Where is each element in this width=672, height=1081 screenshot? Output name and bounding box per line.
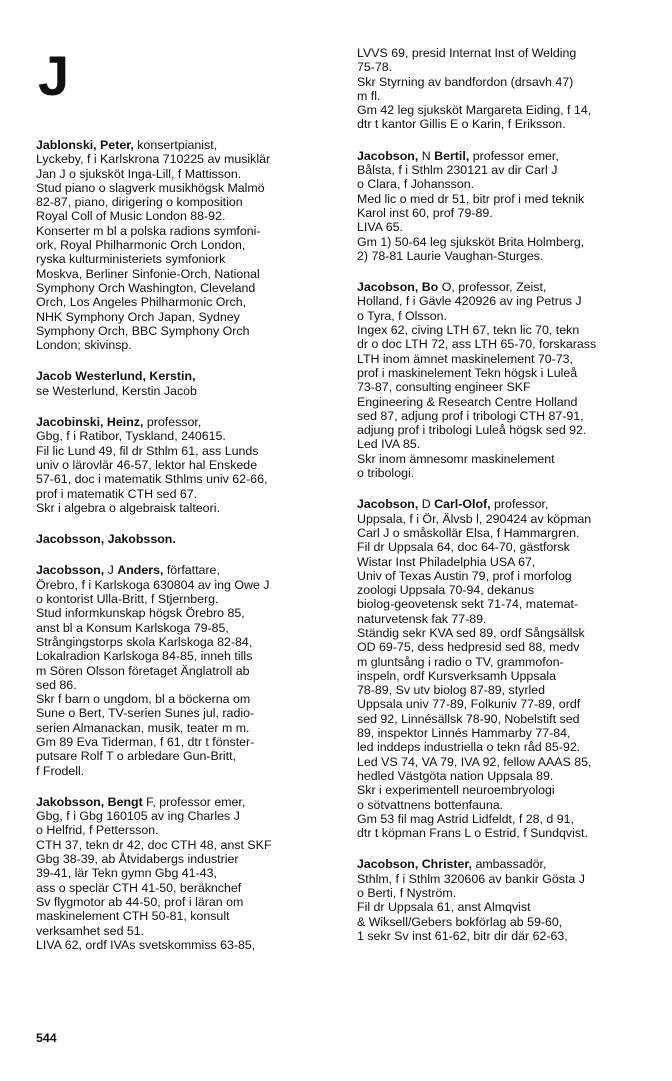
entry-text-line: adjung prof i tribologi Luleå högsk sed 92. (357, 423, 587, 438)
entry-text-line: Stud informkunskap högsk Örebro 85, (36, 606, 245, 621)
entry-text-line: Uppsala, f i Ör, Älvsb l, 290424 av köpman (357, 511, 592, 526)
entry-text-line: o tribologi. (357, 466, 415, 481)
entry-text-line: 2) 78-81 Laurie Vaughan-Sturges. (357, 248, 544, 263)
right-column (357, 0, 653, 960)
entry-text-line: dtr t köpman Frans L o Estrid, f Sundqvist. (357, 826, 588, 841)
entry-text-line: univ o lärovlär 46-57, lektor hal Enskede (36, 457, 258, 472)
entry-text-line: naturvetensk fak 77-89. (357, 611, 487, 626)
entry-text-line: Skr f barn o ungdom, bl a böckerna om (36, 692, 251, 707)
entry-text-line: maskinelement CTH 50-81, konsult (36, 909, 230, 924)
entry-text-line: o Tyra, f Olsson. (357, 308, 447, 323)
entry-text-line: 1 sekr Sv inst 61-62, bitr dir där 62-63, (357, 928, 568, 943)
entry-text-line: Holland, f i Gävle 420926 av ing Petrus J (357, 294, 582, 309)
entry-text-line: anst bl a Konsum Karlskoga 79-85, (36, 620, 229, 635)
entry-name: Jacobsson, Jakobsson. (36, 532, 176, 547)
biography-entry (36, 795, 332, 952)
entry-text-line: Gm 89 Eva Tiderman, f 61, dtr t fönster- (36, 734, 255, 749)
entry-text-line: CTH 37, tekn dr 42, doc CTH 48, anst SKF (36, 837, 272, 852)
entry-initial: J (104, 563, 118, 578)
entry-text-line: m gluntsång i radio o TV, grammofon- (357, 654, 564, 669)
entry-text-line: Led IVA 85. (357, 437, 421, 452)
entry-text-line: 82-87, piano, dirigering o komposition (36, 195, 243, 210)
biography-entry (36, 369, 332, 398)
entry-text-line: 39-41, lär Tekn gymn Gbg 41-43, (36, 866, 217, 881)
entry-text-line: se Westerlund, Kerstin Jacob (36, 383, 197, 398)
biography-entry (357, 857, 653, 943)
entry-heading-line (36, 532, 332, 546)
entry-text-line: Gm 53 fil mag Astrid Lidfeldt, f 28, d 91, (357, 811, 574, 826)
entry-text-line: Moskva, Berliner Sinfonie-Orch, National (36, 266, 260, 281)
entry-given-name: Anders, (117, 563, 164, 578)
entry-text-line: prof i matematik CTH sed 67. (36, 486, 198, 501)
entry-text-line: 78-89, Sv utv biolog 87-89, styrled (357, 683, 546, 698)
entry-text-line: Örebro, f i Karlskoga 630804 av ing Owe J (36, 577, 270, 592)
entry-text-line: Jan J o sjuksköt Inga-Lill, f Mattisson. (36, 166, 242, 181)
entry-heading-line (357, 46, 653, 60)
entry-heading-rest: professor, (143, 415, 202, 430)
biography-entry (357, 149, 653, 263)
entry-text-line: Led VS 74, VA 79, IVA 92, fellow AAAS 85, (357, 754, 592, 769)
entry-text-line: f Frodell. (36, 763, 85, 778)
entry-name: Jacobinski, Heinz, (36, 415, 144, 430)
entry-name: Jacob Westerlund, Kerstin, (36, 369, 196, 384)
entry-text-line: Sv flygmotor ab 44-50, prof i läran om (36, 894, 244, 909)
entry-text-line: Konserter m bl a polska radions symfoni- (36, 223, 261, 238)
section-letter: J (38, 44, 70, 107)
entry-text-line: dr o doc LTH 72, ass LTH 65-70, forskarass (357, 337, 597, 352)
entry-text-line: m fl. (357, 88, 381, 103)
biography-entry (36, 415, 332, 515)
entry-text-line: hedled Västgöta nation Uppsala 89. (357, 768, 554, 783)
left-column (36, 0, 332, 969)
entry-text-line: Sthlm, f i Sthlm 320606 av bankir Gösta J (357, 871, 585, 886)
entry-text-line: sed 87, adjung prof i tribologi CTH 87-91, (357, 408, 584, 423)
entry-heading-line (357, 497, 653, 511)
entry-text-line: Strångingstorps skola Karlskoga 82-84, (36, 634, 253, 649)
entry-heading-line (357, 280, 653, 294)
entry-text-line: o Berti, f Nyström. (357, 886, 457, 901)
entry-text-line: ass o speclär CTH 41-50, beräknchef (36, 880, 242, 895)
entry-text-line: prof i maskinelement Tekn högsk i Luleå (357, 365, 578, 380)
entry-text-line: Skr i algebra o algebraisk talteori. (36, 500, 220, 515)
right-entries (357, 46, 653, 943)
entry-text-line: Fil dr Uppsala 64, doc 64-70, gästforsk (357, 540, 570, 555)
left-entries (36, 138, 332, 952)
entry-heading-rest: författare, (163, 563, 220, 578)
entry-text-line: London; skivinsp. (36, 338, 132, 353)
entry-text-line: o Helfrid, f Pettersson. (36, 823, 159, 838)
entry-text-line: LIVA 65. (357, 220, 403, 235)
entry-name: Jakobsson, Bengt (36, 794, 143, 809)
entry-text-line: Med lic o med dr 51, bitr prof i med teknik (357, 191, 585, 206)
entry-text-line: inspeln, ordf Kursverksamh Uppsala (357, 668, 557, 683)
entry-heading-line (36, 563, 332, 577)
entry-text-line: Engineering & Research Centre Holland (357, 394, 578, 409)
entry-text-line: Gm 1) 50-64 leg sjuksköt Brita Holmberg, (357, 234, 585, 249)
entry-text-line: sed 86. (36, 677, 77, 692)
entry-text-line: Symphony Orch Washington, Cleveland (36, 280, 256, 295)
entry-text-line: Royal Coll of Music London 88-92. (36, 209, 226, 224)
entry-text-line: sed 92, Linnésällsk 78-90, Nobelstift sed (357, 711, 580, 726)
entry-text-line: ork, Royal Philharmonic Orch London, (36, 238, 246, 253)
entry-text-line: Fil dr Uppsala 61, anst Almqvist (357, 900, 531, 915)
biography-entry (357, 280, 653, 480)
right-column-top-spacer (357, 0, 653, 46)
entry-heading-line (36, 138, 332, 152)
entry-text-line: 57-61, doc i matematik Sthlms univ 62-66, (36, 472, 268, 487)
biography-entry (36, 532, 332, 546)
entry-text-line: led inddeps industriella o tekn råd 85-92. (357, 740, 581, 755)
entry-text-line: Sune o Bert, TV-serien Sunes jul, radio- (36, 706, 255, 721)
entry-initial: D (418, 497, 435, 512)
entry-text-line: Gm 42 leg sjuksköt Margareta Eiding, f 14, (357, 103, 592, 118)
entry-heading-rest: F, professor emer, (142, 794, 246, 809)
biography-entry (36, 563, 332, 777)
entry-text-line: Lyckeby, f i Karlskrona 710225 av musiklär (36, 152, 271, 167)
entry-heading-rest: LVVS 69, presid Internat Inst of Welding (357, 46, 577, 60)
entry-text-line: Stud piano o slagverk musikhögsk Malmö (36, 180, 265, 195)
entry-initial: N (418, 148, 435, 163)
entry-text-line: ryska kulturministeriets symfoniork (36, 252, 226, 267)
entry-text-line: Gbg 38-39, ab Åtvidabergs industrier (36, 852, 239, 867)
biography-entry (357, 497, 653, 840)
entry-text-line: Ständig sekr KVA sed 89, ordf Sångsällsk (357, 625, 585, 640)
entry-text-line: dtr t kantor Gillis E o Karin, f Eriksson. (357, 117, 566, 132)
entry-text-line: Symphony Orch, BBC Symphony Orch (36, 323, 250, 338)
entry-heading-rest: professor emer, (469, 148, 559, 163)
entry-text-line: Bålsta, f i Sthlm 230121 av dir Carl J (357, 163, 558, 178)
page-number: 544 (36, 1031, 57, 1045)
entry-text-line: Carl J o småskollär Elsa, f Hammargren. (357, 525, 580, 540)
entry-text-line: Fil lic Lund 49, fil dr Sthlm 61, ass Lunds (36, 443, 259, 458)
entry-text-line: Skr i experimentell neuroembryologi (357, 783, 555, 798)
entry-name: Jacobson, Christer, (357, 857, 472, 872)
entry-text-line: 73-87, consulting engineer SKF (357, 380, 531, 395)
entry-name: Jacobsson, (36, 563, 105, 578)
entry-text-line: Uppsala univ 77-89, Folkuniv 77-89, ordf (357, 697, 581, 712)
entry-heading-line (36, 369, 332, 383)
entry-name: Jacobson, Bo (357, 280, 439, 295)
entry-heading-rest: O, professor, Zeist, (438, 280, 547, 295)
entry-text-line: Wistar Inst Philadelphia USA 67, (357, 554, 536, 569)
entry-text-line: zoologi Uppsala 70-94, dekanus (357, 583, 535, 598)
entry-text-line: OD 69-75, dess hedpresid sed 88, medv (357, 640, 580, 655)
entry-text-line: & Wiksell/Gebers bokförlag ab 59-60, (357, 914, 563, 929)
entry-heading-line (36, 415, 332, 429)
entry-text-line: Orch, Los Angeles Philharmonic Orch, (36, 295, 247, 310)
entry-name: Jacobson, (357, 497, 419, 512)
entry-heading-line (357, 149, 653, 163)
entry-text-line: Gbg, f i Gbg 160105 av ing Charles J (36, 809, 240, 824)
entry-text-line: Gbg, f i Ratibor, Tyskland, 240615. (36, 429, 226, 444)
biography-entry (357, 46, 653, 132)
entry-name: Jacobson, (357, 148, 419, 163)
entry-text-line: serien Almanackan, musik, teater m m. (36, 720, 250, 735)
entry-text-line: o kontorist Ulla-Britt, f Stjernberg. (36, 592, 219, 607)
entry-text-line: Karol inst 60, prof 79-89. (357, 205, 493, 220)
entry-heading-rest: ambassadör, (472, 857, 547, 872)
entry-given-name: Bertil, (434, 148, 470, 163)
entry-text-line: Skr inom ämnesomr maskinelement (357, 451, 555, 466)
entry-text-line: Ingex 62, civing LTH 67, tekn lic 70, tekn (357, 323, 580, 338)
entry-heading-line (357, 857, 653, 871)
entry-text-line: o sötvattnens bottenfauna. (357, 797, 504, 812)
entry-heading-line (36, 795, 332, 809)
entry-text-line: Skr Styrning av bandfordon (drsavh 47) (357, 74, 574, 89)
entry-text-line: m Sören Olsson företaget Änglatroll ab (36, 663, 250, 678)
entry-text-line: LTH inom ämnet maskinelement 70-73, (357, 351, 574, 366)
entry-name: Jablonski, Peter, (36, 138, 134, 152)
entry-text-line: 89, inspektor Linnés Hammarby 77-84, (357, 726, 571, 741)
entry-given-name: Carl-Olof, (434, 497, 491, 512)
entry-text-line: Lokalradion Karlskoga 84-85, inneh tills (36, 649, 253, 664)
entry-heading-rest: professor, (490, 497, 549, 512)
entry-text-line: 75-78. (357, 60, 393, 75)
entry-heading-rest: konsertpianist, (133, 138, 218, 152)
entry-text-line: biolog-geovetensk sekt 71-74, matemat- (357, 597, 579, 612)
biography-entry (36, 138, 332, 352)
entry-text-line: verksamhet sed 51. (36, 923, 145, 938)
entry-text-line: Univ of Texas Austin 79, prof i morfolog (357, 568, 572, 583)
entry-text-line: NHK Symphony Orch Japan, Sydney (36, 309, 240, 324)
entry-text-line: LIVA 62, ordf IVAs svetskommiss 63-85, (36, 937, 256, 952)
entry-text-line: o Clara, f Johansson. (357, 177, 475, 192)
entry-text-line: putsare Rolf T o arbledare Gun-Britt, (36, 749, 236, 764)
